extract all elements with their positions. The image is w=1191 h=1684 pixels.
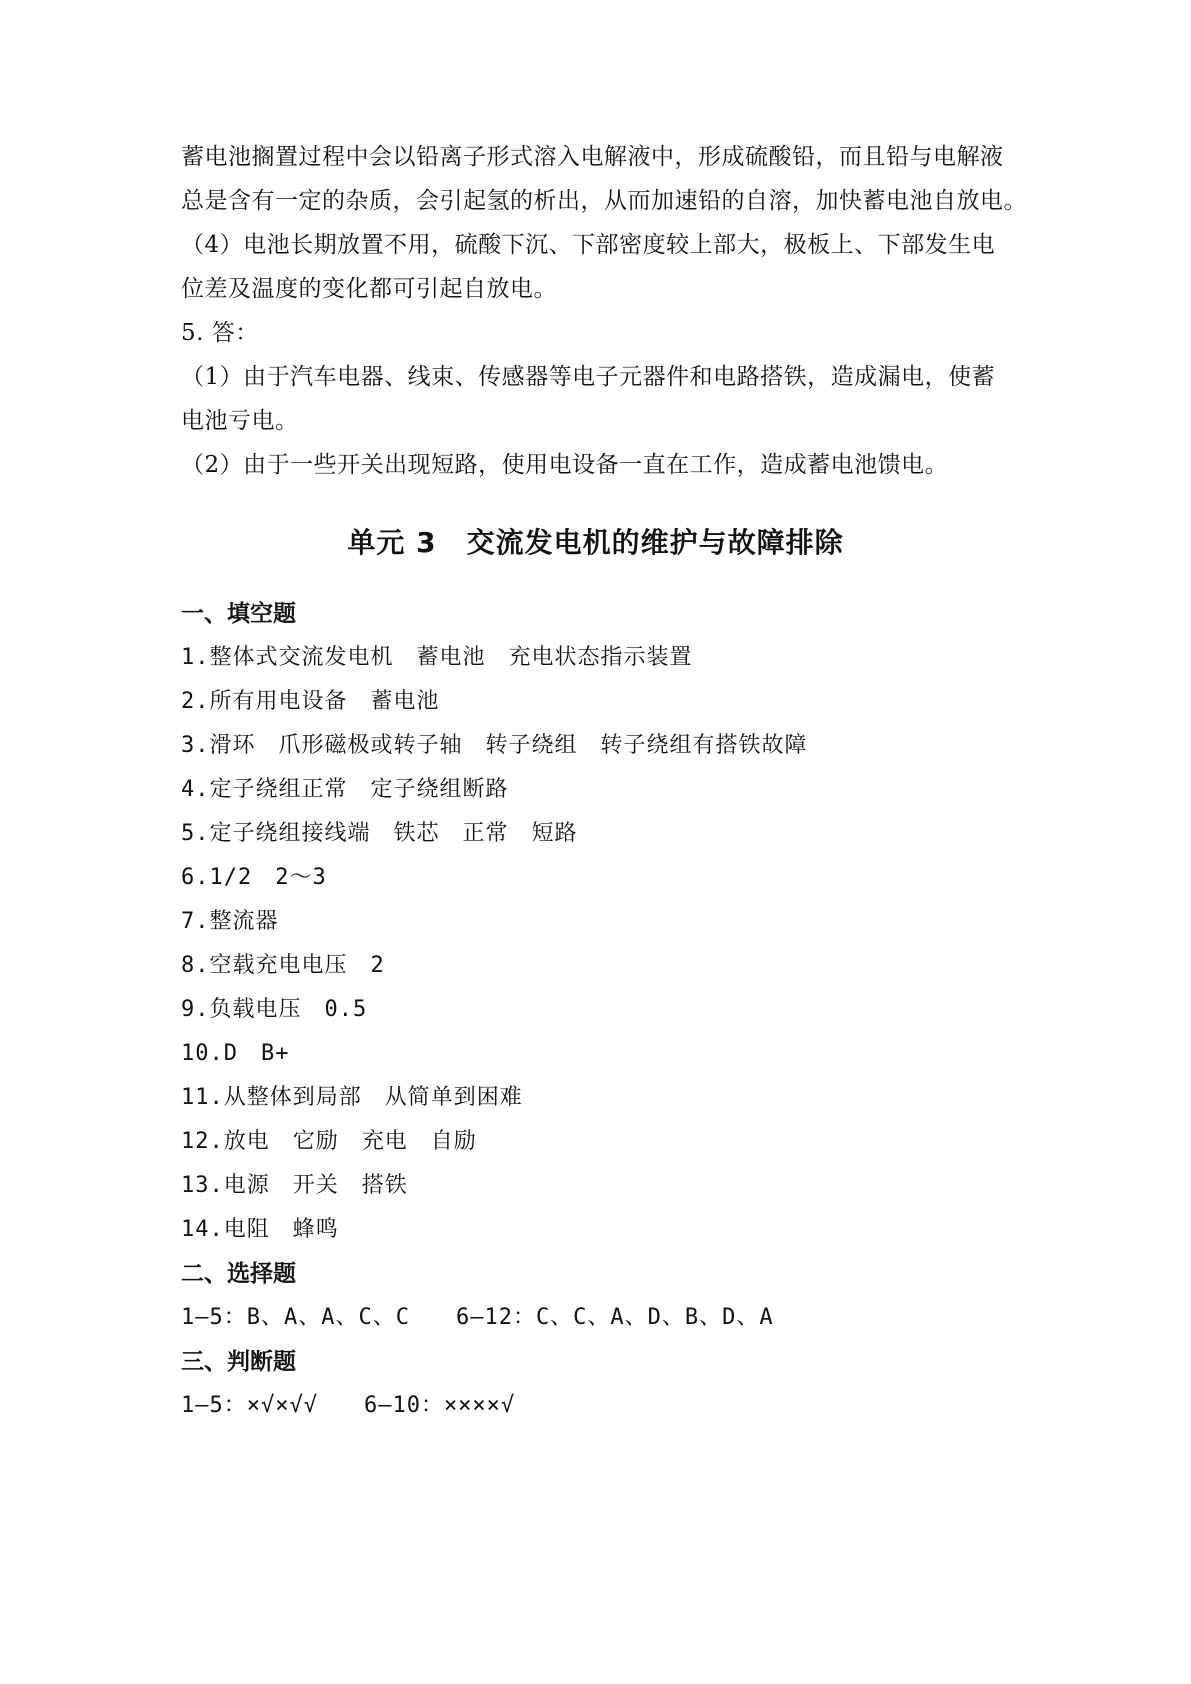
true-false-answers: 1—5：×√×√√ 6—10：××××√ — [181, 1393, 516, 1418]
intro-line: （1）由于汽车电器、线束、传感器等电子元器件和电路搭铁，造成漏电，使蓄 — [181, 364, 996, 390]
answer-item: 7.整流器 — [181, 909, 279, 934]
intro-line: 位差及温度的变化都可引起自放电。 — [181, 276, 557, 302]
answer-item: 3.滑环 爪形磁极或转子轴 转子绕组 转子绕组有搭铁故障 — [181, 733, 808, 758]
intro-line: （4）电池长期放置不用，硫酸下沉、下部密度较上部大，极板上、下部发生电 — [181, 232, 996, 258]
answer-item: 2.所有用电设备 蓄电池 — [181, 689, 440, 714]
unit-title — [0, 526, 1191, 560]
choice-answers: 1—5：B、A、A、C、C 6—12：C、C、A、D、B、D、A — [181, 1305, 774, 1330]
answer-item: 1.整体式交流发电机 蓄电池 充电状态指示装置 — [181, 645, 693, 670]
answer-item: 11.从整体到局部 从简单到困难 — [181, 1085, 523, 1110]
intro-line: 总是含有一定的杂质，会引起氢的析出，从而加速铅的自溶，加快蓄电池自放电。 — [181, 188, 1027, 214]
intro-line: （2）由于一些开关出现短路，使用电设备一直在工作，造成蓄电池馈电。 — [181, 452, 949, 478]
answer-item: 12.放电 它励 充电 自励 — [181, 1129, 477, 1154]
unit-number: 单元 3 — [347, 526, 437, 559]
answer-item: 13.电源 开关 搭铁 — [181, 1173, 408, 1198]
answer-item: 5.定子绕组接线端 铁芯 正常 短路 — [181, 821, 578, 846]
answer-item: 6.1/2 2～3 — [181, 865, 327, 890]
intro-line: 电池亏电。 — [181, 408, 299, 434]
answer-item: 14.电阻 蜂鸣 — [181, 1217, 339, 1242]
section-heading-true-false: 三、判断题 — [181, 1349, 296, 1375]
unit-name: 交流发电机的维护与故障排除 — [466, 526, 844, 559]
section-heading-fill-blank: 一、填空题 — [181, 601, 296, 627]
answer-item: 10.D B+ — [181, 1041, 290, 1066]
intro-line: 5. 答： — [181, 320, 259, 346]
answer-item: 8.空载充电电压 2 — [181, 953, 385, 978]
answer-item: 9.负载电压 0.5 — [181, 997, 368, 1022]
intro-line: 蓄电池搁置过程中会以铅离子形式溶入电解液中，形成硫酸铅，而且铅与电解液 — [181, 144, 1004, 170]
section-heading-choice: 二、选择题 — [181, 1261, 296, 1287]
answer-item: 4.定子绕组正常 定子绕组断路 — [181, 777, 509, 802]
